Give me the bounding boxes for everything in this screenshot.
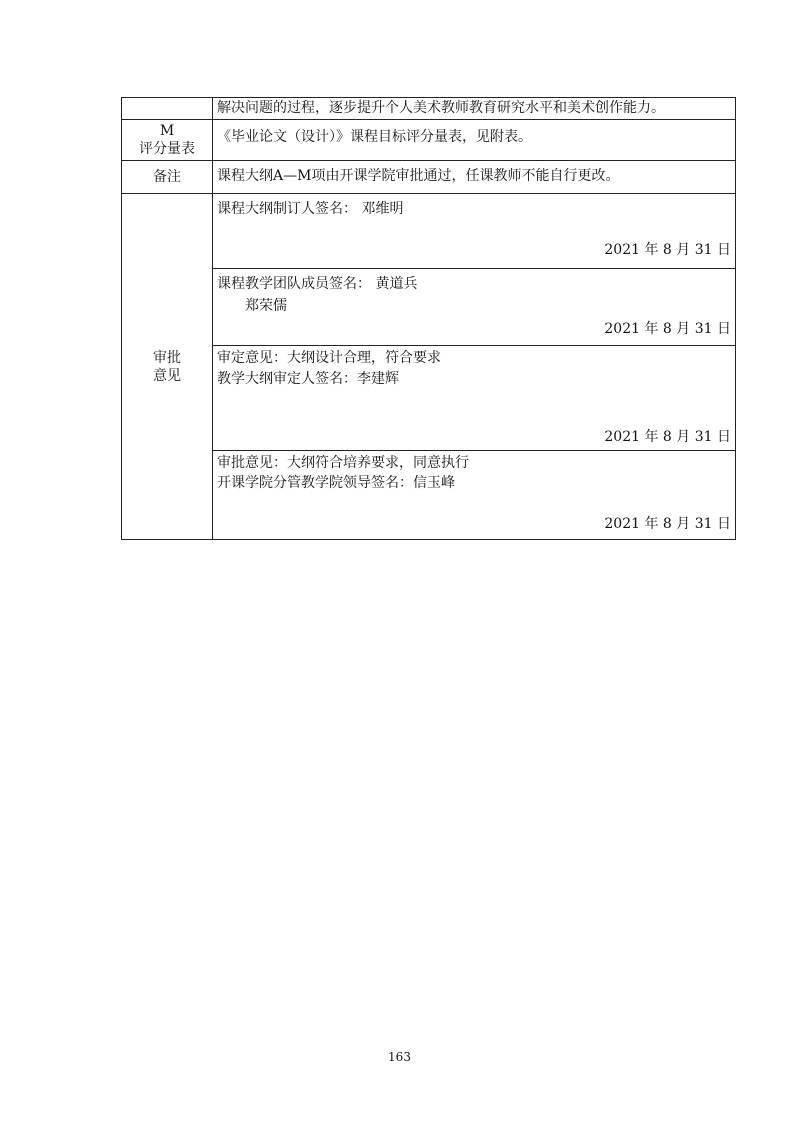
continuation-label-cell — [122, 98, 213, 119]
approval-block-drafter — [213, 194, 735, 269]
syllabus-approval-table — [121, 97, 736, 540]
team-member-2: 郑荣儒 — [245, 298, 287, 314]
drafter-date: 2021 年 8 月 31 日 — [604, 242, 731, 258]
notes-label: 备注 — [153, 169, 181, 185]
college-date: 2021 年 8 月 31 日 — [604, 516, 731, 532]
notes-label-cell — [122, 161, 213, 193]
rubric-content-cell — [213, 120, 735, 160]
approval-label-line2: 意见 — [153, 367, 181, 384]
review-signature: 教学大纲审定人签名：李建辉 — [217, 371, 399, 387]
approval-label-cell — [122, 194, 213, 539]
approval-row — [122, 194, 735, 539]
college-opinion: 审批意见：大纲符合培养要求，同意执行 — [217, 455, 469, 471]
approval-label-line1: 审批 — [153, 349, 181, 366]
college-signature: 开课学院分管教学院领导签名：信玉峰 — [217, 475, 455, 491]
review-opinion: 审定意见：大纲设计合理，符合要求 — [217, 350, 441, 366]
rubric-label-cell — [122, 120, 213, 160]
drafter-signature: 课程大纲制订人签名： 邓维明 — [217, 201, 404, 217]
rubric-text: 《毕业论文（设计）》课程目标评分量表，见附表。 — [217, 129, 532, 145]
rubric-label-text: 评分量表 — [139, 141, 195, 157]
continuation-row — [122, 98, 735, 120]
notes-row — [122, 161, 735, 194]
team-signature: 课程教学团队成员签名： 黄道兵 — [217, 276, 418, 292]
continuation-text: 解决问题的过程，逐步提升个人美术教师教育研究水平和美术创作能力。 — [217, 100, 665, 116]
review-date: 2021 年 8 月 31 日 — [604, 429, 731, 445]
approval-block-college — [213, 451, 735, 539]
team-date: 2021 年 8 月 31 日 — [604, 321, 731, 337]
approval-content-cell — [213, 194, 735, 539]
rubric-row — [122, 120, 735, 161]
notes-content-cell — [213, 161, 735, 193]
approval-block-team — [213, 269, 735, 346]
approval-block-review — [213, 346, 735, 451]
notes-text: 课程大纲A—M项由开课学院审批通过，任课教师不能自行更改。 — [217, 168, 620, 184]
page-number: 163 — [388, 1050, 411, 1064]
rubric-label-letter: M — [159, 123, 175, 139]
continuation-content-cell — [213, 98, 735, 119]
